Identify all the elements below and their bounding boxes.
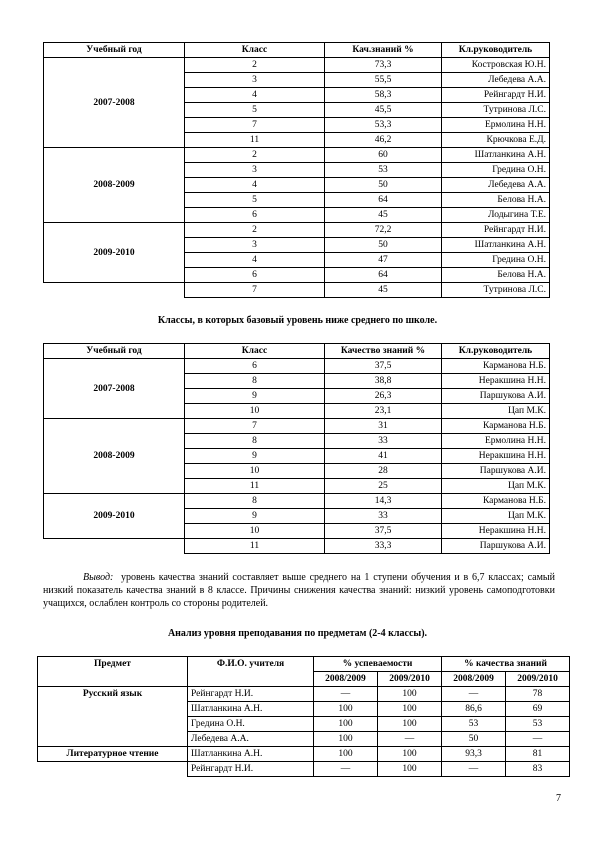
value-cell: 100 [378, 717, 442, 732]
subject-cell: Русский язык [38, 687, 188, 702]
class-cell: 8 [185, 494, 325, 509]
teacher-cell: Цап М.К. [442, 509, 550, 524]
empty-cell [38, 702, 188, 717]
quality-cell: 26,3 [325, 389, 442, 404]
teacher-cell: Лебедева А.А. [442, 73, 550, 88]
quality-cell: 45 [325, 283, 442, 298]
class-cell: 5 [185, 193, 325, 208]
below-average-caption: Классы, в которых базовый уровень ниже среднего по школе. [157, 315, 438, 326]
teacher-cell: Белова Н.А. [442, 193, 550, 208]
value-cell: 100 [378, 747, 442, 762]
header-year: 2008/2009 [314, 672, 378, 687]
value-cell: 100 [378, 687, 442, 702]
teacher-cell: Лебедева А.А. [188, 732, 314, 747]
quality-cell: 73,3 [325, 58, 442, 73]
value-cell: — [506, 732, 570, 747]
teacher-cell: Неракшина Н.Н. [442, 449, 550, 464]
quality-cell: 37,5 [325, 359, 442, 374]
header-subject: Предмет [38, 657, 188, 687]
table-row [38, 747, 570, 762]
value-cell: 53 [442, 717, 506, 732]
teacher-cell: Рейнгардт Н.И. [442, 223, 550, 238]
header-quality: Кач.знаний % [325, 43, 442, 58]
conclusion-label: Вывод: [83, 572, 114, 583]
teacher-cell: Цап М.К. [442, 479, 550, 494]
quality-cell: 46,2 [325, 133, 442, 148]
quality-cell: 33 [325, 434, 442, 449]
class-cell: 3 [185, 73, 325, 88]
class-cell: 4 [185, 178, 325, 193]
class-cell: 6 [185, 208, 325, 223]
teacher-cell: Гредина О.Н. [442, 253, 550, 268]
quality-cell: 45 [325, 208, 442, 223]
table-row [44, 539, 550, 554]
value-cell: 93,3 [442, 747, 506, 762]
teacher-cell: Шатланкина А.Н. [188, 702, 314, 717]
teacher-cell: Карманова Н.Б. [442, 494, 550, 509]
value-cell: 69 [506, 702, 570, 717]
quality-cell: 33,3 [325, 539, 442, 554]
teacher-cell: Шатланкина А.Н. [442, 148, 550, 163]
class-cell: 8 [185, 434, 325, 449]
year-cell: 2009-2010 [44, 223, 185, 283]
teaching-analysis-table [37, 656, 570, 777]
below-average-table [43, 343, 550, 554]
value-cell: — [442, 687, 506, 702]
header-progress: % успеваемости [314, 657, 442, 672]
table-row [44, 283, 550, 298]
subject-cell: Литературное чтение [38, 747, 188, 762]
empty-cell [38, 762, 188, 777]
teacher-cell: Рейнгардт Н.И. [188, 762, 314, 777]
class-cell: 7 [185, 118, 325, 133]
quality-cell: 28 [325, 464, 442, 479]
teacher-cell: Лебедева А.А. [442, 178, 550, 193]
class-cell: 6 [185, 268, 325, 283]
page-number: 7 [556, 793, 561, 804]
teacher-cell: Тутринова Л.С. [442, 103, 550, 118]
value-cell: 100 [314, 702, 378, 717]
teacher-cell: Шатланкина А.Н. [442, 238, 550, 253]
table-header-row [44, 43, 550, 58]
class-cell: 9 [185, 509, 325, 524]
value-cell: 50 [442, 732, 506, 747]
quality-cell: 72,2 [325, 223, 442, 238]
teacher-cell: Паршукова А.И. [442, 539, 550, 554]
teacher-cell: Тутринова Л.С. [442, 283, 550, 298]
header-quality: % качества знаний [442, 657, 570, 672]
teaching-analysis-caption: Анализ уровня преподавания по предметам (2-4 классы). [167, 628, 428, 639]
header-class: Класс [185, 344, 325, 359]
quality-cell: 58,3 [325, 88, 442, 103]
teacher-cell: Неракшина Н.Н. [442, 374, 550, 389]
header-teacher: Ф.И.О. учителя [188, 657, 314, 687]
year-cell: 2008-2009 [44, 419, 185, 494]
class-cell: 9 [185, 449, 325, 464]
teacher-cell: Крючкова Е.Д. [442, 133, 550, 148]
header-year: 2009/2010 [506, 672, 570, 687]
table-row [44, 419, 550, 434]
header-teacher: Кл.руководитель [442, 344, 550, 359]
class-cell: 5 [185, 103, 325, 118]
teacher-cell: Паршукова А.И. [442, 464, 550, 479]
teacher-cell: Ермолина Н.Н. [442, 434, 550, 449]
table-row [38, 762, 570, 777]
table-row [44, 148, 550, 163]
header-year: 2009/2010 [378, 672, 442, 687]
value-cell: 83 [506, 762, 570, 777]
year-cell: 2009-2010 [44, 494, 185, 539]
class-cell: 11 [185, 539, 325, 554]
table-row [38, 687, 570, 702]
class-cell: 10 [185, 404, 325, 419]
class-cell: 10 [185, 524, 325, 539]
quality-cell: 37,5 [325, 524, 442, 539]
value-cell: 100 [378, 762, 442, 777]
header-year: 2008/2009 [442, 672, 506, 687]
class-cell: 10 [185, 464, 325, 479]
quality-cell: 50 [325, 178, 442, 193]
teacher-cell: Карманова Н.Б. [442, 359, 550, 374]
table-row [44, 58, 550, 73]
quality-cell: 45,5 [325, 103, 442, 118]
header-year: Учебный год [44, 344, 185, 359]
value-cell: — [314, 762, 378, 777]
teacher-cell: Гредина О.Н. [188, 717, 314, 732]
quality-cell: 38,8 [325, 374, 442, 389]
teacher-cell: Ермолина Н.Н. [442, 118, 550, 133]
quality-cell: 53,3 [325, 118, 442, 133]
quality-cell: 55,5 [325, 73, 442, 88]
teacher-cell: Костровская Ю.Н. [442, 58, 550, 73]
value-cell: 78 [506, 687, 570, 702]
header-year: Учебный год [44, 43, 185, 58]
empty-cell [38, 717, 188, 732]
header-quality: Качество знаний % [325, 344, 442, 359]
class-cell: 2 [185, 223, 325, 238]
teacher-cell: Рейнгардт Н.И. [442, 88, 550, 103]
table-row [38, 702, 570, 717]
teacher-cell: Лодыгина Т.Е. [442, 208, 550, 223]
class-cell: 2 [185, 58, 325, 73]
value-cell: — [378, 732, 442, 747]
value-cell: 100 [378, 702, 442, 717]
value-cell: 100 [314, 732, 378, 747]
quality-cell: 33 [325, 509, 442, 524]
class-cell: 7 [185, 419, 325, 434]
year-cell: 2007-2008 [44, 359, 185, 419]
quality-cell: 53 [325, 163, 442, 178]
class-cell: 2 [185, 148, 325, 163]
table-row [44, 494, 550, 509]
empty-cell [44, 539, 185, 554]
teacher-cell: Неракшина Н.Н. [442, 524, 550, 539]
value-cell: 53 [506, 717, 570, 732]
teacher-cell: Рейнгардт Н.И. [188, 687, 314, 702]
value-cell: 100 [314, 747, 378, 762]
quality-cell: 41 [325, 449, 442, 464]
quality-cell: 31 [325, 419, 442, 434]
teacher-cell: Карманова Н.Б. [442, 419, 550, 434]
value-cell: 100 [314, 717, 378, 732]
class-cell: 11 [185, 133, 325, 148]
table-header-row [44, 344, 550, 359]
value-cell: — [442, 762, 506, 777]
class-cell: 9 [185, 389, 325, 404]
table-header-row [38, 657, 570, 672]
conclusion-text: уровень качества знаний составляет выше среднего на 1 ступени обучения и в 6,7 классах; самый низкий показатель качества знаний в 8 классе. Причины снижения качества знаний: низкий уровень самоподготовки учащихся, ослаблен контроль со стороны родителей. [43, 572, 556, 609]
conclusion-paragraph [43, 571, 555, 610]
value-cell: 81 [506, 747, 570, 762]
quality-cell: 47 [325, 253, 442, 268]
quality-cell: 60 [325, 148, 442, 163]
class-cell: 3 [185, 163, 325, 178]
teacher-cell: Гредина О.Н. [442, 163, 550, 178]
empty-cell [38, 732, 188, 747]
quality-cell: 14,3 [325, 494, 442, 509]
teacher-cell: Шатланкина А.Н. [188, 747, 314, 762]
table-row [44, 223, 550, 238]
quality-cell: 25 [325, 479, 442, 494]
value-cell: — [314, 687, 378, 702]
class-cell: 11 [185, 479, 325, 494]
empty-cell [44, 283, 185, 298]
table-row [38, 732, 570, 747]
quality-cell: 64 [325, 268, 442, 283]
table-row [38, 717, 570, 732]
value-cell: 86,6 [442, 702, 506, 717]
table-row [44, 359, 550, 374]
quality-table-by-year [43, 42, 550, 298]
class-cell: 6 [185, 359, 325, 374]
teacher-cell: Паршукова А.И. [442, 389, 550, 404]
quality-cell: 64 [325, 193, 442, 208]
year-cell: 2008-2009 [44, 148, 185, 223]
class-cell: 7 [185, 283, 325, 298]
quality-cell: 50 [325, 238, 442, 253]
teacher-cell: Белова Н.А. [442, 268, 550, 283]
class-cell: 4 [185, 253, 325, 268]
class-cell: 3 [185, 238, 325, 253]
class-cell: 8 [185, 374, 325, 389]
class-cell: 4 [185, 88, 325, 103]
header-teacher: Кл.руководитель [442, 43, 550, 58]
quality-cell: 23,1 [325, 404, 442, 419]
header-class: Класс [185, 43, 325, 58]
teacher-cell: Цап М.К. [442, 404, 550, 419]
year-cell: 2007-2008 [44, 58, 185, 148]
